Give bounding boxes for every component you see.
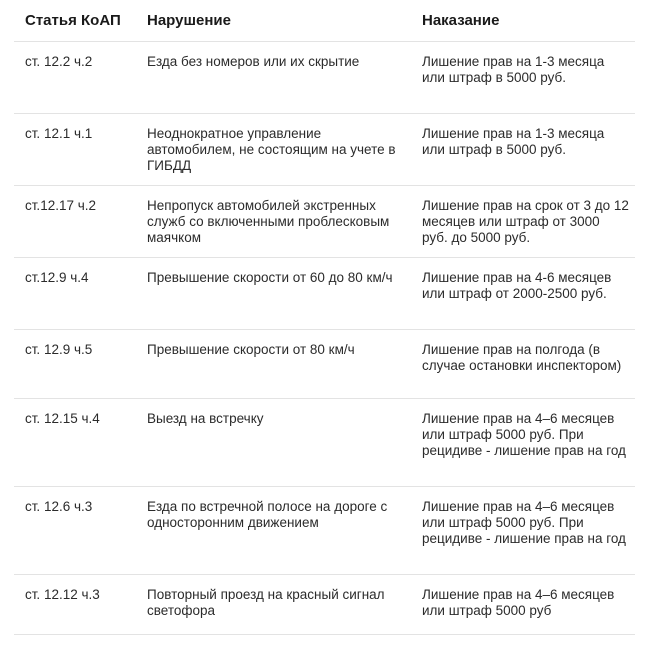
cell-violation: Превышение скорости от 60 до 80 км/ч — [136, 258, 411, 330]
cell-article: ст. 12.12 ч.3 — [14, 575, 136, 635]
cell-penalty: Лишение прав на 4-6 месяцев или штраф от 2000-2500 руб. — [411, 258, 635, 330]
header-violation: Нарушение — [136, 0, 411, 42]
header-row — [14, 0, 635, 42]
cell-penalty: Лишение прав на 4–6 месяцев или штраф 5000 руб. При рецидиве - лишение прав на год — [411, 487, 635, 575]
cell-violation: Езда по встречной полосе на дороге с односторонним движением — [136, 487, 411, 575]
cell-violation: Езда без номеров или их скрытие — [136, 42, 411, 114]
cell-violation: Неоднократное управление автомобилем, не состоящим на учете в ГИБДД — [136, 114, 411, 186]
table-row — [14, 487, 635, 575]
cell-penalty: Лишение прав на 4–6 месяцев или штраф 5000 руб — [411, 575, 635, 635]
fines-table-container — [14, 0, 635, 635]
cell-violation: Повторный проезд на красный сигнал светофора — [136, 575, 411, 635]
cell-article: ст.12.17 ч.2 — [14, 186, 136, 258]
cell-violation: Выезд на встречку — [136, 399, 411, 487]
table-body — [14, 42, 635, 635]
cell-article: ст. 12.15 ч.4 — [14, 399, 136, 487]
fines-table — [14, 0, 635, 635]
table-row — [14, 575, 635, 635]
cell-article: ст. 12.9 ч.5 — [14, 330, 136, 399]
cell-article: ст.12.9 ч.4 — [14, 258, 136, 330]
table-row — [14, 330, 635, 399]
table-row — [14, 114, 635, 186]
table-row — [14, 399, 635, 487]
header-article: Статья КоАП — [14, 0, 136, 42]
cell-penalty: Лишение прав на 1-3 месяца или штраф в 5000 руб. — [411, 42, 635, 114]
table-row — [14, 186, 635, 258]
table-header — [14, 0, 635, 42]
cell-penalty: Лишение прав на полгода (в случае остановки инспектором) — [411, 330, 635, 399]
cell-article: ст. 12.1 ч.1 — [14, 114, 136, 186]
table-row — [14, 258, 635, 330]
cell-violation: Непропуск автомобилей экстренных служб со включенными проблесковым маячком — [136, 186, 411, 258]
cell-penalty: Лишение прав на 4–6 месяцев или штраф 5000 руб. При рецидиве - лишение прав на год — [411, 399, 635, 487]
cell-penalty: Лишение прав на 1-3 месяца или штраф в 5000 руб. — [411, 114, 635, 186]
cell-article: ст. 12.6 ч.3 — [14, 487, 136, 575]
cell-violation: Превышение скорости от 80 км/ч — [136, 330, 411, 399]
table-row — [14, 42, 635, 114]
header-penalty: Наказание — [411, 0, 635, 42]
cell-penalty: Лишение прав на срок от 3 до 12 месяцев или штраф от 3000 руб. до 5000 руб. — [411, 186, 635, 258]
cell-article: ст. 12.2 ч.2 — [14, 42, 136, 114]
